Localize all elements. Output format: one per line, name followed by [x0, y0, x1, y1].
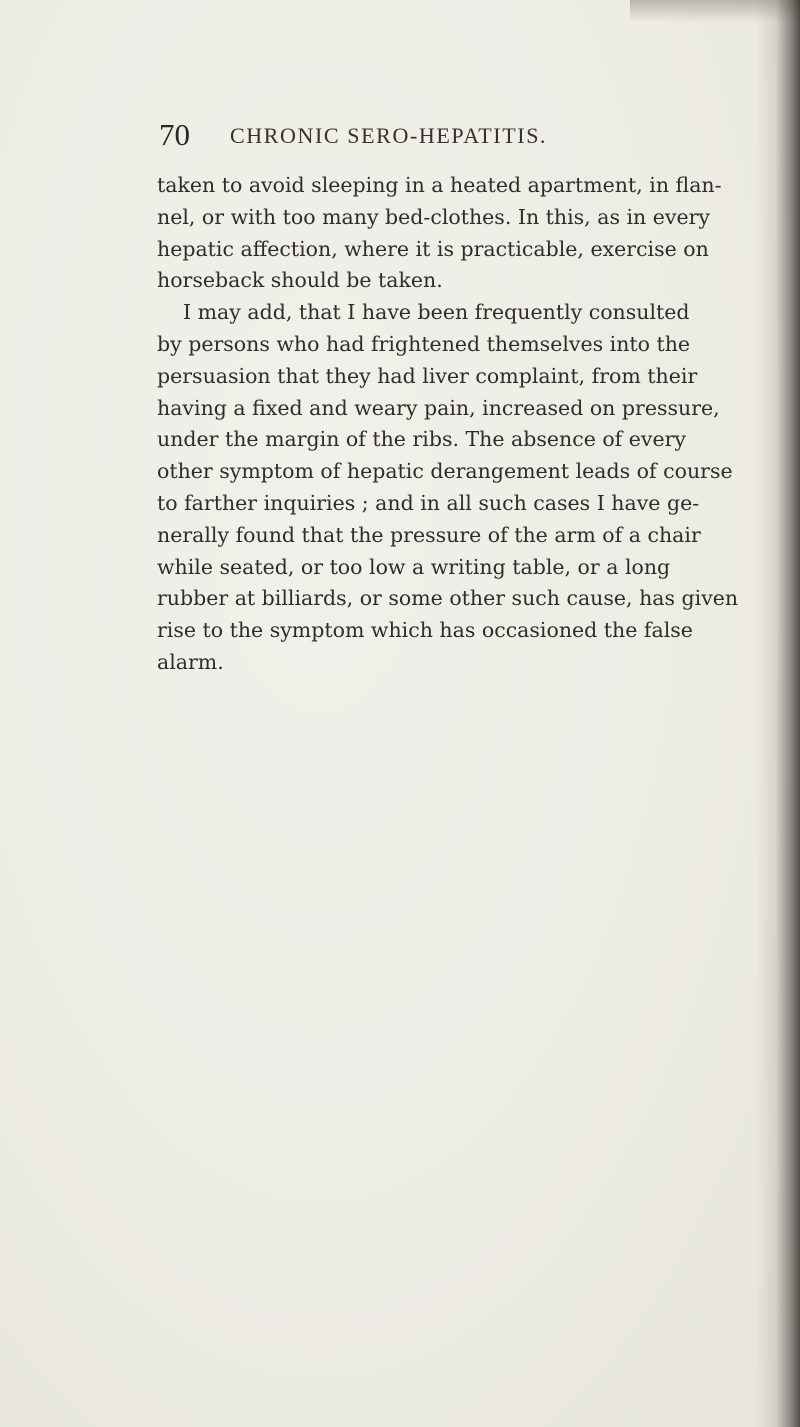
text-line: hepatic affection, where it is practicable, exercise on [157, 236, 709, 261]
text-line: while seated, or too low a writing table, or a long [157, 554, 671, 579]
text-line: taken to avoid sleeping in a heated apartment, in flan- [157, 173, 722, 197]
text-line: rubber at billiards, or some other such cause, has given [157, 586, 739, 611]
page-number: 70 [159, 117, 190, 152]
text-line: to farther inquiries ; and in all such cases I have ge- [157, 490, 700, 515]
paragraph-start-line: I may add, that I have been frequently consulted [183, 300, 690, 325]
running-head: CHRONIC SERO-HEPATITIS. [230, 123, 548, 148]
text-line: under the margin of the ribs. The absence of every [157, 427, 687, 452]
page-header [159, 117, 759, 153]
text-line: nerally found that the pressure of the arm of a chair [157, 522, 701, 547]
text-line: alarm. [157, 649, 224, 674]
text-line: rise to the symptom which has occasioned the false [157, 618, 693, 643]
text-line: horseback should be taken. [157, 268, 443, 293]
text-line: by persons who had frightened themselves into the [157, 331, 691, 356]
text-line: nel, or with too many bed-clothes. In this, as in every [157, 204, 710, 229]
text-line: having a fixed and weary pain, increased on pressure, [157, 395, 720, 420]
body-text [157, 170, 777, 679]
text-line: other symptom of hepatic derangement leads of course [157, 459, 733, 484]
text-line: persuasion that they had liver complaint, from their [157, 363, 698, 388]
